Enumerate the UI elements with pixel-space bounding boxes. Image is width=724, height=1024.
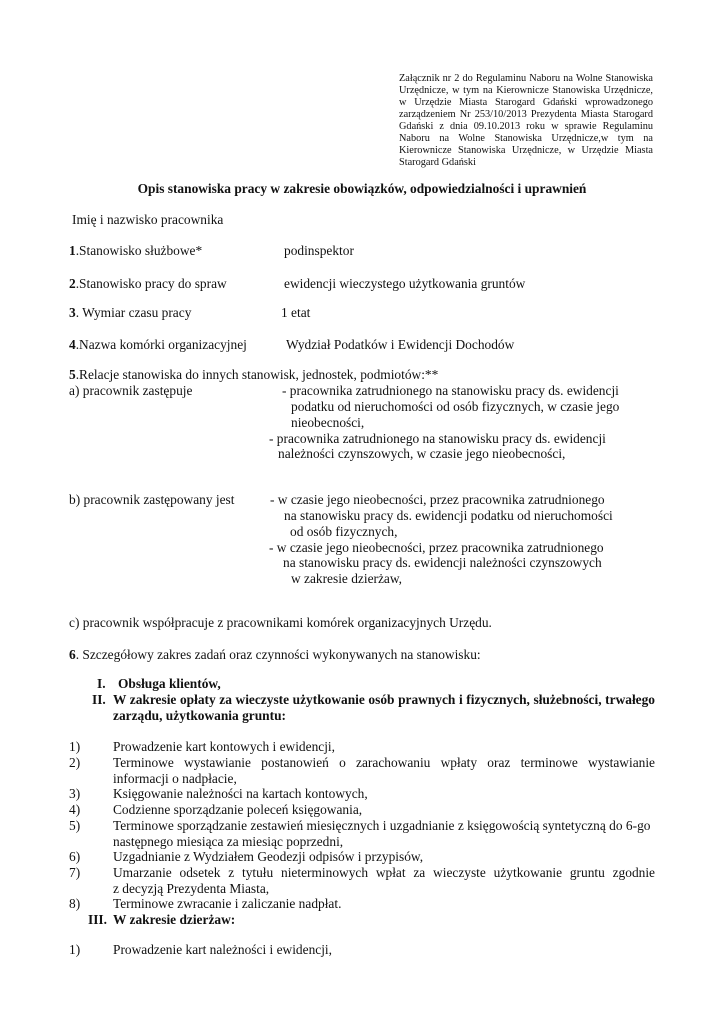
relation-a-line: należności czynszowych, w czasie jego nieobecności,	[278, 446, 566, 461]
roman-item-perpetual-usufruct: W zakresie opłaty za wieczyste użytkowanie osób prawnych i fizycznych, służebności, trwałego zarządu, użytkowania gruntu:	[113, 692, 655, 723]
task-item: Codzienne sporządzanie poleceń księgowania,	[113, 802, 363, 817]
annex-note-line: Gdański z dnia 09.10.2013 roku w sprawie Regulaminu	[399, 121, 653, 132]
task-item: Prowadzenie kart należności i ewidencji,	[113, 942, 332, 957]
task-item: Umarzanie odsetek z tytułu nieterminowych wpłat za wieczyste użytkowanie gruntu zgodnie z decyzją Prezydenta Miasta,	[113, 865, 655, 896]
annex-note-line: Kierownicze Stanowiska Urzędnicze, w Urzędzie Miasta	[399, 145, 653, 156]
relation-b-line: - w czasie jego nieobecności, przez pracownika zatrudnionego	[270, 492, 605, 507]
roman-item-clients: Obsługa klientów,	[118, 676, 221, 691]
relation-b-line: na stanowisku pracy ds. ewidencji należności czynszowych	[283, 555, 602, 570]
relation-c-line: c) pracownik współpracuje z pracownikami komórek organizacyjnych Urzędu.	[69, 615, 492, 630]
employee-name-label: Imię i nazwisko pracownika	[72, 212, 224, 227]
roman-item-leases: W zakresie dzierżaw:	[113, 912, 236, 927]
annex-note-line: zarządzeniem Nr 253/10/2013 Prezydenta Miasta Starogard	[399, 109, 653, 120]
section-6-heading: 6. Szczegółowy zakres zadań oraz czynności wykonywanych na stanowisku:	[69, 647, 481, 662]
task-item: Uzgadnianie z Wydziałem Geodezji odpisów i przypisów,	[113, 849, 424, 864]
field-position-label: 1.Stanowisko służbowe*	[69, 243, 203, 258]
relation-b-label: b) pracownik zastępowany jest	[69, 492, 235, 507]
relation-a-label: a) pracownik zastępuje	[69, 383, 193, 398]
relation-a-line: nieobecności,	[291, 415, 365, 430]
task-item: Prowadzenie kart kontowych i ewidencji,	[113, 739, 335, 754]
task-number: 1)	[69, 739, 81, 754]
field-department-label: 4.Nazwa komórki organizacyjnej	[69, 337, 247, 352]
annex-note-line: Załącznik nr 2 do Regulaminu Naboru na Wolne Stanowiska	[399, 73, 653, 84]
task-item: Terminowe wystawianie postanowień o zarachowaniu wpłaty oraz terminowe wystawianie informacji o nadpłacie,	[113, 755, 655, 786]
roman-numeral: I.	[97, 676, 106, 691]
field-work-area-label: 2.Stanowisko pracy do spraw	[69, 276, 227, 291]
task-number: 7)	[69, 865, 81, 880]
annex-note-line: Urzędnicze, w tym na Kierownicze Stanowiska Urzędnicze,	[399, 85, 653, 96]
document-title: Opis stanowiska pracy w zakresie obowiązków, odpowiedzialności i uprawnień	[137, 181, 587, 196]
task-number: 3)	[69, 786, 81, 801]
annex-note	[399, 73, 653, 169]
relation-b-line: od osób fizycznych,	[290, 524, 398, 539]
field-work-area-value: ewidencji wieczystego użytkowania gruntów	[284, 276, 526, 291]
field-working-time-value: 1 etat	[281, 305, 311, 320]
relation-b-line: na stanowisku pracy ds. ewidencji podatku od nieruchomości	[284, 508, 613, 523]
annex-note-line: w Urzędzie Miasta Starogard Gdański wprowadzonego	[399, 97, 653, 108]
roman-numeral: II.	[92, 692, 106, 707]
annex-note-line: Starogard Gdański	[399, 157, 476, 168]
task-number: 8)	[69, 896, 81, 911]
relation-a-line: podatku od nieruchomości od osób fizycznych, w czasie jego	[291, 399, 620, 414]
task-item: Terminowe sporządzanie zestawień miesięcznych i uzgadnianie z księgowością syntetyczną do 6-go następnego miesiąca za miesiąc poprzedni,	[113, 818, 651, 849]
relation-b-line: w zakresie dzierżaw,	[291, 571, 403, 586]
relation-a-line: - pracownika zatrudnionego na stanowisku pracy ds. ewidencji	[282, 383, 619, 398]
task-item: Terminowe zwracanie i zaliczanie nadpłat.	[113, 896, 342, 911]
task-number: 6)	[69, 849, 81, 864]
relation-a-line: - pracownika zatrudnionego na stanowisku pracy ds. ewidencji	[269, 431, 606, 446]
annex-note-line: Naboru na Wolne Stanowiska Urzędnicze,w tym na	[399, 133, 653, 144]
relation-b-line: - w czasie jego nieobecności, przez pracownika zatrudnionego	[269, 540, 604, 555]
task-item: Księgowanie należności na kartach kontowych,	[113, 786, 368, 801]
field-position-value: podinspektor	[284, 243, 354, 258]
section-5-heading: 5.Relacje stanowiska do innych stanowisk, jednostek, podmiotów:**	[69, 367, 439, 382]
task-number: 4)	[69, 802, 81, 817]
task-number: 5)	[69, 818, 81, 833]
roman-numeral: III.	[88, 912, 107, 927]
field-department-value: Wydział Podatków i Ewidencji Dochodów	[286, 337, 515, 352]
task-number: 2)	[69, 755, 81, 770]
task-number: 1)	[69, 942, 81, 957]
field-working-time-label: 3. Wymiar czasu pracy	[69, 305, 192, 320]
